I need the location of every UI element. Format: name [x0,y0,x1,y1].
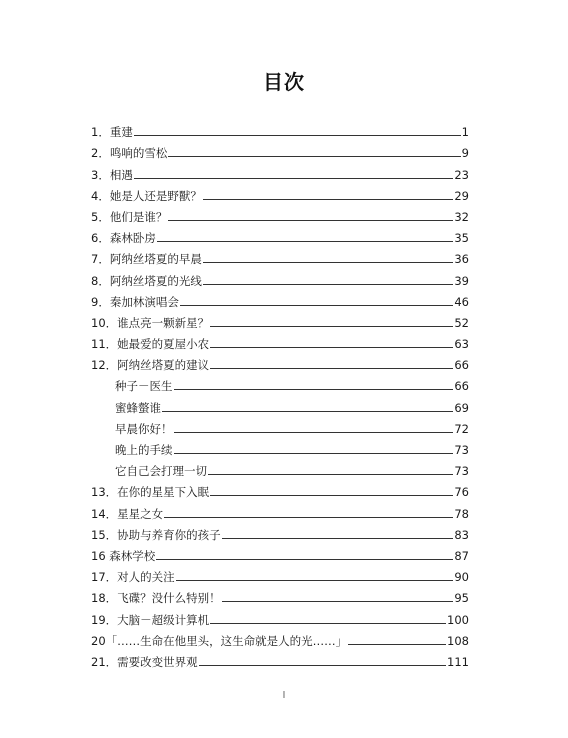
toc-entry-label: 早晨你好！ [115,421,173,436]
toc-leader-line [164,517,453,518]
toc-entry-label: 3．相遇 [91,167,133,182]
toc-entry[interactable] [91,521,469,542]
toc-entry-label: 4．她是人还是野獸？ [91,188,202,203]
toc-entry-label: 19．大脑－超级计算机 [91,612,210,627]
toc-entry-label: 14．星星之女 [91,506,164,521]
toc-entry-page: 87 [454,548,469,563]
toc-leader-line [210,495,453,496]
toc-entry-page: 73 [454,443,469,457]
toc-leader-line [203,199,454,200]
toc-leader-line [203,262,454,263]
toc-entry-label: 8．阿纳丝塔夏的光线 [91,273,202,288]
toc-entry[interactable] [91,627,469,648]
toc-entry-page: 63 [454,337,469,352]
toc-entry-page: 90 [454,570,469,585]
toc-leader-line [203,284,454,285]
toc-entry-page: 76 [454,485,469,500]
toc-entry-label: 15．协助与养育你的孩子 [91,527,221,542]
toc-leader-line [174,389,454,390]
toc-entry[interactable] [91,139,469,160]
toc-entry[interactable] [91,330,469,351]
toc-entry-label: 10．谁点亮一颗新星？ [91,315,210,330]
toc-entry[interactable] [91,160,469,181]
toc-entry[interactable] [91,351,469,372]
toc-leader-line [348,644,446,645]
toc-entry-page: 39 [454,273,469,288]
toc-entry-page: 1 [461,125,469,140]
toc-entry-label: 晚上的手续 [115,443,173,457]
page-folio: I [282,690,286,701]
toc-entry[interactable] [91,309,469,330]
toc-leader-line [174,432,454,433]
toc-entry[interactable] [91,182,469,203]
toc-entry-page: 29 [454,188,469,203]
toc-leader-line [134,135,461,136]
toc-entry-label: 2．鸣响的雪松 [91,146,168,161]
toc-subentry[interactable] [91,372,469,393]
toc-leader-line [208,474,453,475]
toc-entry[interactable] [91,118,469,139]
toc-entry-label: 5．他们是谁？ [91,209,168,224]
toc-entry-page: 9 [461,146,469,161]
toc-entry-label: 6．森林卧房 [91,231,156,246]
toc-entry-label: 17．对人的关注 [91,570,175,585]
toc-leader-line [199,665,446,666]
toc-entry[interactable] [91,288,469,309]
toc-entry-page: 32 [454,209,469,224]
toc-entry-page: 78 [454,506,469,521]
toc-leader-line [168,156,460,157]
toc-subentry[interactable] [91,436,469,457]
toc-entry[interactable] [91,266,469,287]
toc-entry-label: 蜜蜂螫谁 [115,400,161,415]
toc-entry-page: 83 [454,527,469,542]
toc-entry-label: 种子－医生 [115,379,173,394]
toc-entry-page: 95 [454,591,469,606]
toc-entry-label: 9．秦加林演唱会 [91,294,179,309]
toc-entry[interactable] [91,605,469,626]
toc-entry-page: 46 [454,294,469,309]
toc-entry-page: 66 [454,379,469,394]
toc-entry-label: 它自己会打理一切 [115,464,207,479]
toc-entry-label: 11．她最爱的夏屋小农 [91,337,210,352]
toc-leader-line [210,347,453,348]
page-title: 目次 [263,70,305,94]
toc-entry[interactable] [91,584,469,605]
toc-entry-page: 52 [454,315,469,330]
toc-entry-page: 72 [454,421,469,436]
toc-entry-label: 12．阿纳丝塔夏的建议 [91,358,210,373]
toc-entry-label: 13．在你的星星下入眠 [91,485,210,500]
toc-entry-page: 23 [454,167,469,182]
toc-entry[interactable] [91,648,469,669]
toc-entry-page: 108 [447,633,469,648]
toc-entry[interactable] [91,224,469,245]
toc-entry-label: 20「……生命在他里头，这生命就是人的光……」 [91,633,348,648]
toc-entry-label: 18．飞碟？没什么特别！ [91,591,221,606]
toc-leader-line [210,368,453,369]
toc-entry-label: 21．需要改变世界观 [91,654,198,669]
toc-leader-line [134,178,454,179]
toc-entry-page: 66 [454,358,469,373]
toc-leader-line [222,538,454,539]
toc-entry-label: 1．重建 [91,125,133,140]
toc-leader-line [162,411,453,412]
toc-leader-line [168,220,453,221]
toc-entry[interactable] [91,563,469,584]
toc-entry[interactable] [91,203,469,224]
toc-leader-line [222,601,454,602]
toc-entry-page: 35 [454,231,469,246]
toc-entry[interactable] [91,499,469,520]
toc-leader-line [180,305,454,306]
toc-entry[interactable] [91,542,469,563]
toc-subentry[interactable] [91,457,469,478]
toc-entry-label: 16 森林学校 [91,548,156,563]
toc-entry[interactable] [91,478,469,499]
toc-entry[interactable] [91,245,469,266]
toc-leader-line [174,453,454,454]
toc-entry-label: 7．阿纳丝塔夏的早晨 [91,252,202,267]
toc-entry-page: 69 [454,400,469,415]
toc-entry-page: 111 [447,654,469,669]
toc-subentry[interactable] [91,415,469,436]
toc-leader-line [157,241,454,242]
toc-leader-line [210,326,453,327]
toc-subentry[interactable] [91,393,469,414]
toc-leader-line [176,580,454,581]
toc-entry-page: 73 [454,464,469,479]
toc-leader-line [210,623,446,624]
table-of-contents [91,118,469,669]
toc-entry-page: 36 [454,252,469,267]
toc-leader-line [156,559,453,560]
toc-entry-page: 100 [447,612,469,627]
